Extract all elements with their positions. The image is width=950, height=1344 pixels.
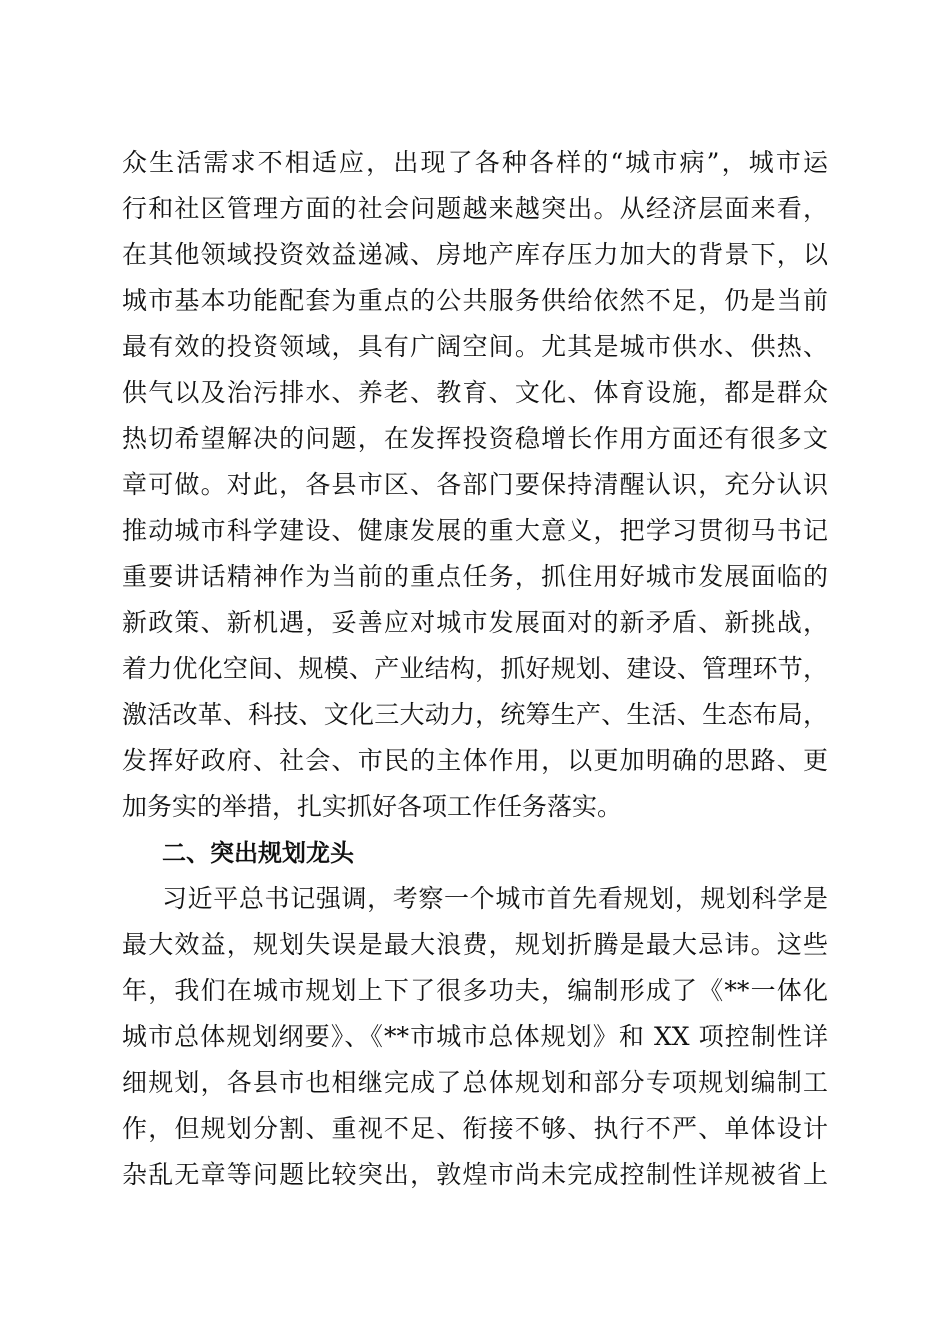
paragraph-1-line: 激活改革、科技、文化三大动力，统筹生产、生活、生态布局， [122,700,828,729]
paragraph-1-line: 在其他领域投资效益递减、房地产库存压力加大的背景下，以 [122,240,828,269]
paragraph-2-line: 细规划，各县市也相继完成了总体规划和部分专项规划编制工 [122,1068,828,1097]
paragraph-2-line: 作，但规划分割、重视不足、衔接不够、执行不严、单体设计 [122,1114,828,1143]
paragraph-2-line: 年，我们在城市规划上下了很多功夫，编制形成了《**一体化 [122,976,828,1005]
paragraph-2-line: 城市总体规划纲要》、《**市城市总体规划》和 XX 项控制性详 [122,1022,828,1051]
paragraph-1-line: 推动城市科学建设、健康发展的重大意义，把学习贯彻马书记 [122,516,828,545]
paragraph-1-line: 供气以及治污排水、养老、教育、文化、体育设施，都是群众 [122,378,828,407]
paragraph-1-line: 行和社区管理方面的社会问题越来越突出。从经济层面来看， [122,194,828,223]
paragraph-2-line: 习近平总书记强调，考察一个城市首先看规划，规划科学是 [162,884,828,913]
paragraph-1-line: 新政策、新机遇，妥善应对城市发展面对的新矛盾、新挑战， [122,608,828,637]
paragraph-1-line: 最有效的投资领域，具有广阔空间。尤其是城市供水、供热、 [122,332,828,361]
paragraph-1-line: 章可做。对此，各县市区、各部门要保持清醒认识，充分认识 [122,470,828,499]
paragraph-1-line: 城市基本功能配套为重点的公共服务供给依然不足，仍是当前 [122,286,828,315]
paragraph-1-line: 加务实的举措，扎实抓好各项工作任务落实。 [122,792,623,821]
paragraph-1-line: 众生活需求不相适应，出现了各种各样的“城市病”，城市运 [122,148,828,177]
paragraph-2-line: 杂乱无章等问题比较突出，敦煌市尚未完成控制性详规被省上 [122,1160,828,1189]
section-heading: 二、突出规划龙头 [162,839,354,867]
paragraph-1-line: 发挥好政府、社会、市民的主体作用，以更加明确的思路、更 [122,746,828,775]
paragraph-1-line: 着力优化空间、规模、产业结构，抓好规划、建设、管理环节， [122,654,828,683]
paragraph-1-line: 热切希望解决的问题，在发挥投资稳增长作用方面还有很多文 [122,424,828,453]
paragraph-2-line: 最大效益，规划失误是最大浪费，规划折腾是最大忌讳。这些 [122,930,828,959]
paragraph-1-line: 重要讲话精神作为当前的重点任务，抓住用好城市发展面临的 [122,562,828,591]
